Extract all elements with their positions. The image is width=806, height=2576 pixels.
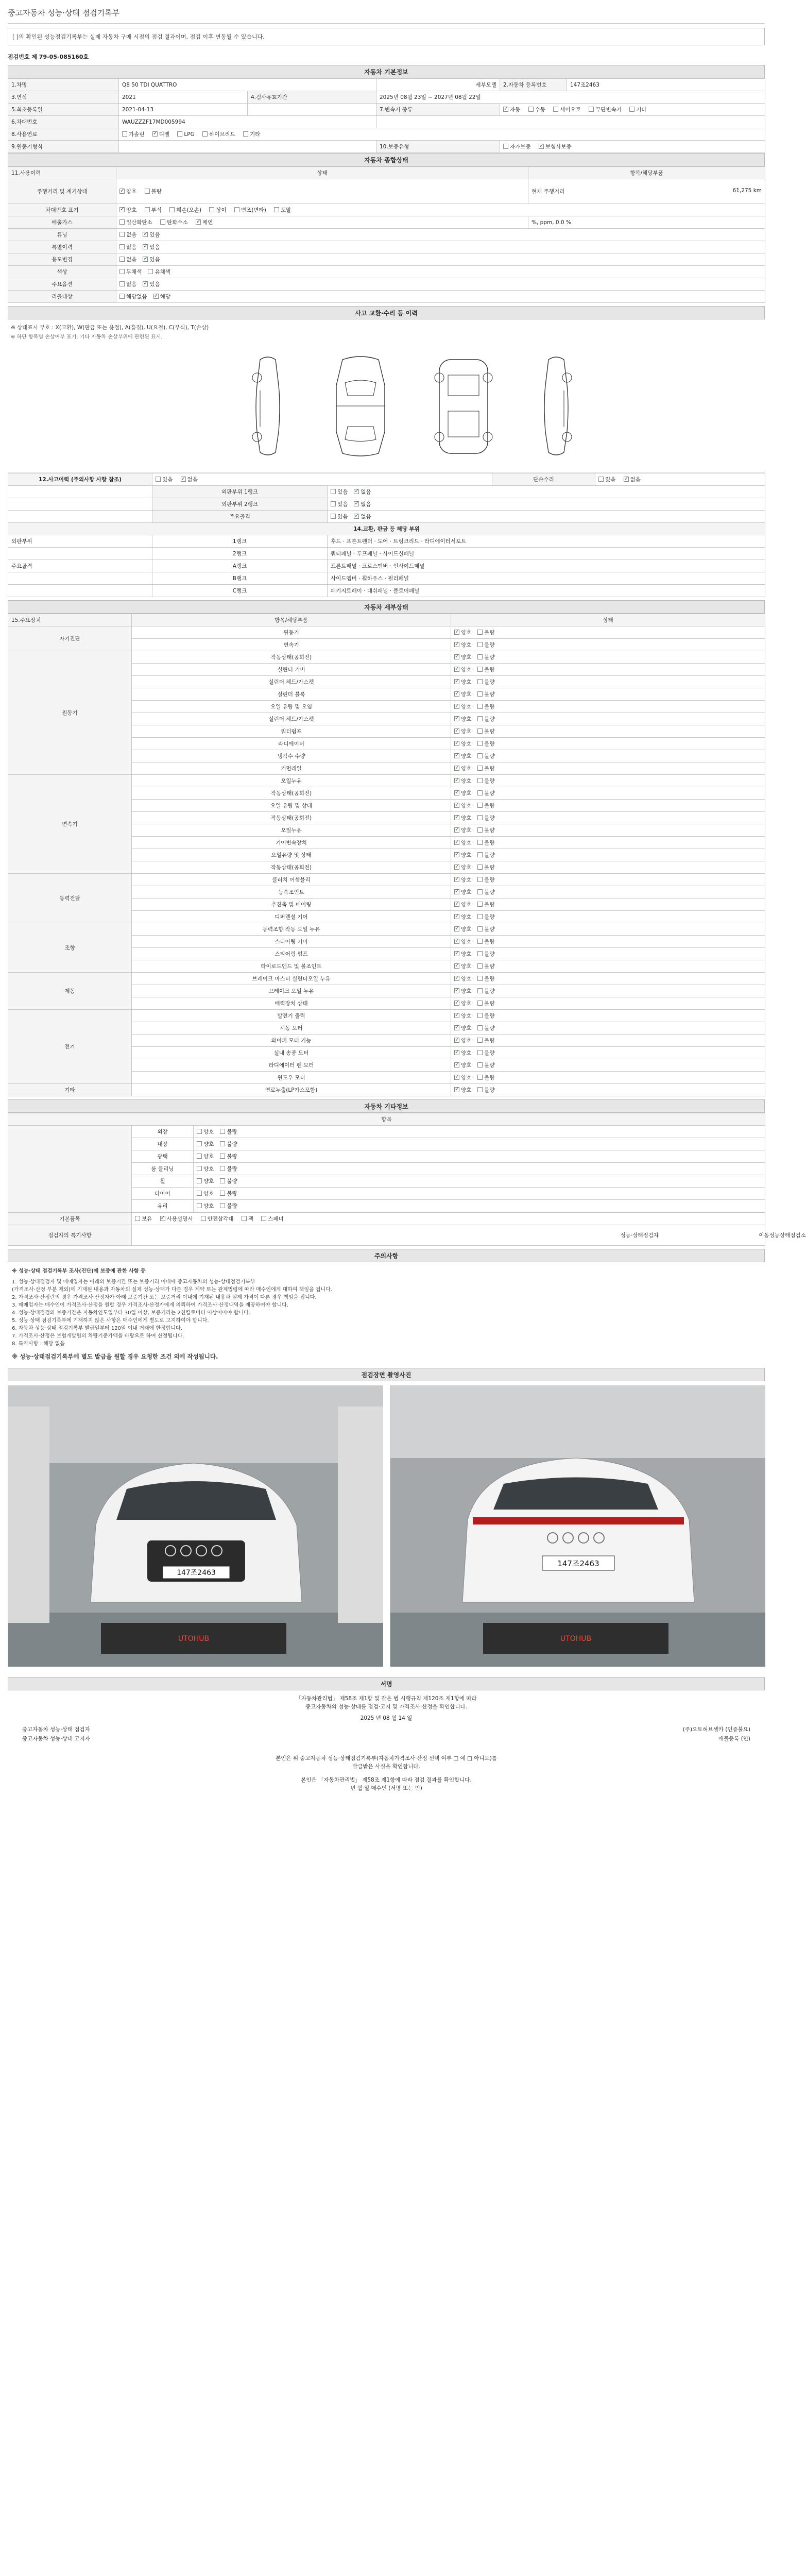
- section-photos-title: 점검장면 촬영사진: [8, 1368, 765, 1381]
- status-bad-checkbox[interactable]: [477, 951, 483, 956]
- status-bad-checkbox[interactable]: [477, 728, 483, 734]
- detail-row: 실린더 헤드/가스켓 ✓ 양호 불량: [8, 676, 765, 688]
- detail-row: 자기진단 원동기 ✓ 양호 불량: [8, 626, 765, 639]
- period-value: 2025년 08월 23일 ~ 2027년 08월 22일: [376, 91, 765, 104]
- fuel-label: 8.사용연료: [8, 128, 119, 141]
- section-detail-title: 자동차 세부상태: [8, 600, 765, 614]
- engine-type-label: 9.원동기형식: [8, 141, 119, 153]
- year-label: 3.연식: [8, 91, 119, 104]
- detail-item-label: 오일 유량 및 상태: [132, 800, 451, 812]
- outer2-yes-checkbox[interactable]: [331, 501, 336, 506]
- warranty-type-label: 10.보증유형: [376, 141, 500, 153]
- parts-title: 14.교환, 판금 등 해당 부위: [8, 523, 765, 535]
- options-no-checkbox[interactable]: [119, 281, 125, 286]
- detail-item-label: 스티어링 펌프: [132, 948, 451, 960]
- status-bad-checkbox[interactable]: [477, 1038, 483, 1043]
- detail-item-label: 작동상태(공회전): [132, 787, 451, 800]
- engine-type-value: [119, 141, 376, 153]
- section-caution-title: 주의사항: [8, 1249, 765, 1262]
- detail-item-label: 와이퍼 모터 기능: [132, 1035, 451, 1047]
- detail-item-label: 추진축 및 베어링: [132, 899, 451, 911]
- detail-row: 워터펌프 ✓ 양호 불량: [8, 725, 765, 738]
- usage-yes-checkbox[interactable]: [143, 257, 148, 262]
- status-bad-checkbox[interactable]: [477, 679, 483, 684]
- status-bad-checkbox[interactable]: [477, 877, 483, 882]
- detail-item-label: 실린더 헤드/가스켓: [132, 713, 451, 725]
- accident-legend-note: ※ 하단 항목별 손상여부 표기. 기타 자동차 손상부위에 관련된 표시.: [11, 334, 163, 340]
- status-bad-checkbox[interactable]: [477, 766, 483, 771]
- status-good-checkbox[interactable]: [454, 815, 459, 820]
- detail-row: 전기 발전기 출력 ✓ 양호 불량: [8, 1010, 765, 1022]
- status-bad-checkbox[interactable]: [477, 642, 483, 647]
- status-good-checkbox[interactable]: [454, 630, 459, 635]
- detail-item-label: 커먼레일: [132, 762, 451, 775]
- other-bad-checkbox[interactable]: [220, 1154, 225, 1159]
- other-item-label: 내장: [132, 1138, 194, 1150]
- trans-other-checkbox[interactable]: [629, 107, 634, 112]
- detail-item-label: 오일 유량 및 오염: [132, 701, 451, 713]
- section-overall-title: 자동차 종합상태: [8, 153, 765, 166]
- first-reg-value: 2021-04-13: [119, 104, 248, 116]
- accident-table: 12.사고이력 (주의사항 사항 참조) 있음 ✓ 없음 단순수리 있음 ✓ 없음 외판부위 1랭크 있음✓ 없음 외판부위 2랭크 있음✓ 없음 주요골격 있음✓ 없음 14.교환, 판금 등 해당 부위 외판부위 1랭크 후드 · 프론트펜더 · 도어 · 트렁크리드 · 라디에이터서포트 2랭크 쿼터패널 · 루프패널 · 사이드실패널 주요골격 A랭크 프론트패널 · 크로스멤버 · 인사이드패널 B랭크 사이드멤버 · 휠하우스 · 필러패널 C랭크 패키지트레이 · 대쉬패널 · 플로어패널: [8, 473, 765, 597]
- other-good-checkbox[interactable]: [197, 1166, 202, 1171]
- other-good-checkbox[interactable]: [197, 1129, 202, 1134]
- accident-legend: ※ 상태표시 부호 : X(교환), W(판금 또는 용접), A(흠집), U(요철), C(부식), T(손상): [11, 325, 209, 331]
- status-good-checkbox[interactable]: [454, 852, 459, 857]
- document-title: 중고자동차 성능·상태 점검기록부: [8, 4, 765, 24]
- status-good-checkbox[interactable]: [454, 679, 459, 684]
- other-good-checkbox[interactable]: [197, 1154, 202, 1159]
- detail-item-label: 실내 송풍 모터: [132, 1047, 451, 1059]
- detail-item-label: 배력장치 상태: [132, 997, 451, 1010]
- regno-value: 147조2463: [567, 79, 765, 91]
- odometer-label: 주행거리 및 계기상태: [8, 179, 116, 204]
- vin-alter-checkbox[interactable]: [234, 207, 239, 212]
- status-bad-checkbox[interactable]: [477, 667, 483, 672]
- detail-item-label: 작동상태(공회전): [132, 861, 451, 874]
- status-good-checkbox[interactable]: [454, 728, 459, 734]
- detail-row: 작동상태(공회전) ✓ 양호 불량: [8, 812, 765, 824]
- svg-text:UTOHUB: UTOHUB: [178, 1635, 210, 1643]
- regno-label: 2.자동차 등록번호: [500, 79, 567, 91]
- basic-owned-checkbox[interactable]: [135, 1216, 140, 1221]
- other-bad-checkbox[interactable]: [220, 1191, 225, 1196]
- detail-row: 변속기 오일누유 ✓ 양호 불량: [8, 775, 765, 787]
- detail-item-label: 변속기: [132, 639, 451, 651]
- rear-plate-text: 147조2463: [557, 1559, 599, 1568]
- status-good-checkbox[interactable]: [454, 926, 459, 931]
- accident-yes-checkbox[interactable]: [156, 477, 161, 482]
- detail-item-label: 디퍼렌셜 기어: [132, 911, 451, 923]
- other-bad-checkbox[interactable]: [220, 1203, 225, 1208]
- other-good-checkbox[interactable]: [197, 1203, 202, 1208]
- detail-group-label: 동력전달: [8, 874, 132, 923]
- car-damage-diagram: [8, 344, 765, 473]
- status-good-checkbox[interactable]: [454, 667, 459, 672]
- fuel-gasoline-checkbox[interactable]: [122, 131, 127, 137]
- color-chromatic-checkbox[interactable]: [148, 269, 153, 274]
- status-bad-checkbox[interactable]: [477, 1013, 483, 1018]
- trans-semi-checkbox[interactable]: [553, 107, 558, 112]
- vin-value: WAUZZZF17MD005994: [119, 116, 376, 128]
- detail-row: 라디에이터 팬 모터 ✓ 양호 불량: [8, 1059, 765, 1072]
- detail-row: 타이로드엔드 및 볼조인트 ✓ 양호 불량: [8, 960, 765, 973]
- status-good-checkbox[interactable]: [454, 1050, 459, 1055]
- detail-item-label: 실린더 커버: [132, 664, 451, 676]
- photos-area: [8, 1385, 765, 1674]
- status-bad-checkbox[interactable]: [477, 778, 483, 783]
- vin-rust-checkbox[interactable]: [145, 207, 150, 212]
- other-item-label: 광택: [132, 1150, 194, 1163]
- notice-box: [ ]의 확인된 성능점검기록부는 실제 자동차 구매 시점의 점검 결과이며, 점검 이후 변동될 수 있습니다.: [8, 28, 765, 45]
- trans-cvt-checkbox[interactable]: [589, 107, 594, 112]
- period-label: 4.검사유효기간: [248, 91, 376, 104]
- detail-row: 제동 브레이크 마스터 실린더오일 누유 ✓ 양호 불량: [8, 973, 765, 985]
- detail-row: 작동상태(공회전) ✓ 양호 불량: [8, 787, 765, 800]
- trans-auto-checkbox[interactable]: [503, 107, 508, 112]
- status-bad-checkbox[interactable]: [477, 654, 483, 659]
- trans-label: 7.변속기 종류: [376, 104, 500, 116]
- status-good-checkbox[interactable]: [454, 1087, 459, 1092]
- status-good-checkbox[interactable]: [454, 951, 459, 956]
- status-good-checkbox[interactable]: [454, 914, 459, 919]
- color-achromatic-checkbox[interactable]: [119, 269, 125, 274]
- rear-photo: [390, 1385, 765, 1666]
- fuel-hybrid-checkbox[interactable]: [202, 131, 208, 137]
- basic-jack-checkbox[interactable]: [242, 1216, 247, 1221]
- status-good-checkbox[interactable]: [454, 988, 459, 993]
- status-bad-checkbox[interactable]: [477, 1050, 483, 1055]
- detail-row: 오일 유량 및 상태 ✓ 양호 불량: [8, 800, 765, 812]
- status-good-checkbox[interactable]: [454, 1001, 459, 1006]
- status-good-checkbox[interactable]: [454, 704, 459, 709]
- other-item-label: 유리: [132, 1200, 194, 1212]
- detail-item-label: 브레이크 마스터 실린더오일 누유: [132, 973, 451, 985]
- section-sign-title: 서명: [8, 1677, 765, 1690]
- status-bad-checkbox[interactable]: [477, 1062, 483, 1067]
- status-bad-checkbox[interactable]: [477, 1001, 483, 1006]
- detail-item-label: 오일유량 및 상태: [132, 849, 451, 861]
- detail-item-label: 클러치 어셈블리: [132, 874, 451, 886]
- status-bad-checkbox[interactable]: [477, 827, 483, 833]
- detail-item-label: 동력조향 작동 오일 누유: [132, 923, 451, 936]
- detail-row: 원동기 작동상태(공회전) ✓ 양호 불량: [8, 651, 765, 664]
- status-good-checkbox[interactable]: [454, 691, 459, 697]
- status-bad-checkbox[interactable]: [477, 865, 483, 870]
- detail-row: 오일 유량 및 오염 ✓ 양호 불량: [8, 701, 765, 713]
- status-bad-checkbox[interactable]: [477, 753, 483, 758]
- detail-row: 기타 연료누출(LP가스포함) ✓ 양호 불량: [8, 1084, 765, 1096]
- other-item-label: 휠: [132, 1175, 194, 1188]
- status-bad-checkbox[interactable]: [477, 1075, 483, 1080]
- status-bad-checkbox[interactable]: [477, 716, 483, 721]
- status-good-checkbox[interactable]: [454, 877, 459, 882]
- status-good-checkbox[interactable]: [454, 889, 459, 894]
- status-bad-checkbox[interactable]: [477, 803, 483, 808]
- fuel-lpg-checkbox[interactable]: [177, 131, 182, 137]
- status-good-checkbox[interactable]: [454, 976, 459, 981]
- other-bad-checkbox[interactable]: [220, 1141, 225, 1146]
- status-bad-checkbox[interactable]: [477, 840, 483, 845]
- detail-row: 등속조인트 ✓ 양호 불량: [8, 886, 765, 899]
- section-accident-title: 사고 교환·수리 등 이력: [8, 306, 765, 319]
- vin-label: 6.차대번호: [8, 116, 119, 128]
- other-good-checkbox[interactable]: [197, 1141, 202, 1146]
- other-item-label: 타이어: [132, 1188, 194, 1200]
- section-basic-info-title: 자동차 기본정보: [8, 65, 765, 78]
- other-info-row: 외장 양호 불량: [8, 1126, 765, 1138]
- car-name-value: Q8 50 TDI QUATTRO: [119, 79, 376, 91]
- detail-item-label: 실린더 헤드/가스켓: [132, 676, 451, 688]
- status-bad-checkbox[interactable]: [477, 852, 483, 857]
- first-reg-label: 5.최초등록일: [8, 104, 119, 116]
- certificate-number: 점검번호 제 79-05-085160호: [8, 54, 89, 60]
- detail-row: 브레이크 오일 누유 ✓ 양호 불량: [8, 985, 765, 997]
- simple-repair-label: 단순수리: [492, 473, 595, 486]
- special-no-checkbox[interactable]: [119, 244, 125, 249]
- detail-row: 기어변속장치 ✓ 양호 불량: [8, 837, 765, 849]
- car-right-side-icon: [533, 354, 579, 457]
- detail-row: 디퍼렌셜 기어 ✓ 양호 불량: [8, 911, 765, 923]
- detail-group-label: 기타: [8, 1084, 132, 1096]
- status-good-checkbox[interactable]: [454, 1075, 459, 1080]
- status-bad-checkbox[interactable]: [477, 691, 483, 697]
- status-good-checkbox[interactable]: [454, 654, 459, 659]
- recall-yes-checkbox[interactable]: [153, 294, 159, 299]
- car-name-label: 1.차명: [8, 79, 119, 91]
- detail-row: 동력전달 클러치 어셈블리 ✓ 양호 불량: [8, 874, 765, 886]
- trans-manual-checkbox[interactable]: [528, 107, 534, 112]
- status-bad-checkbox[interactable]: [477, 741, 483, 746]
- odometer-good-checkbox[interactable]: [119, 189, 125, 194]
- status-good-checkbox[interactable]: [454, 753, 459, 758]
- status-good-checkbox[interactable]: [454, 865, 459, 870]
- status-good-checkbox[interactable]: [454, 1013, 459, 1018]
- other-bad-checkbox[interactable]: [220, 1166, 225, 1171]
- status-bad-checkbox[interactable]: [477, 630, 483, 635]
- vin-paint-checkbox[interactable]: [274, 207, 279, 212]
- status-bad-checkbox[interactable]: [477, 963, 483, 969]
- detail-row: 스티어링 기어 ✓ 양호 불량: [8, 936, 765, 948]
- detail-row: 냉각수 수량 ✓ 양호 불량: [8, 750, 765, 762]
- detail-row: 조향 동력조향 작동 오일 누유 ✓ 양호 불량: [8, 923, 765, 936]
- detail-group-label: 제동: [8, 973, 132, 1010]
- other-bad-checkbox[interactable]: [220, 1178, 225, 1183]
- other-info-row: 광택 양호 불량: [8, 1150, 765, 1163]
- status-bad-checkbox[interactable]: [477, 1025, 483, 1030]
- section-other-title: 자동차 기타정보: [8, 1099, 765, 1113]
- tuning-yes-checkbox[interactable]: [143, 232, 148, 237]
- warranty-self-checkbox[interactable]: [503, 144, 508, 149]
- fuel-other-checkbox[interactable]: [243, 131, 248, 137]
- document: [8, 4, 806, 1797]
- other-info-table: 항목 외장 양호 불량 내장 양호 불량 광택 양호 불량 룸 클리닝 양호 불량 휠 양호 불량 타이어 양호 불량 유리 양호 불량: [8, 1113, 765, 1212]
- other-good-checkbox[interactable]: [197, 1178, 202, 1183]
- status-good-checkbox[interactable]: [454, 939, 459, 944]
- signature-area: 「자동차관리법」 제58조 제1항 및 같은 법 시행규칙 제120조 제1항에 따라 중고자동차의 성능·상태를 점검·고지 및 가격조사·산정을 확인합니다. 2025 년 08 월 14 일 중고자동차 성능·상태 점검자 (주)오토허브셀카 (인증불요) 중고자동차 성능·상태 고지자 매물등록 (인) 본인은 위 중고자동차 성능·상태점검기록부(자동차가격조사·산정 선택 여부 □ 예 □ 아니오)를 발급받은 사실을 확인합니다. 본인은 「자동차관리법」 제58조 제1항에 따라 점검 결과를 확인합니다. 년 월 일 매수인 (서명 또는 인): [8, 1690, 765, 1797]
- outer2-no-checkbox[interactable]: [354, 501, 359, 506]
- caution-notes: ※ 성능·상태 점검기록부 조사(진단)에 보증에 관한 사항 등 1. 성능·상태점검자 및 매매업자는 아래의 보증기간 또는 보증거리 이내에 중고자동차의 성능·상태점검기록부 (가격조사·산정 부분 제외)에 기재된 내용과 자동차의 실제 성능·상태가 다른 경우 계약 또는 관계법령에 따라 매수인에게 대하여 책임을 집니다. 2. 가격조사·산정란의 경우 가격조사·산정자가 아래 보증기간 또는 보증거리 이내에 기재된 내용과 실제 가격이 다른 경우 책임을 집니다. 3. 매매업자는 매수인이 가격조사·산정을 원할 경우 가격조사·산정자에게 의뢰하여 가격조사·산정내역을 제공하여야 합니다. 4. 성능·상태점검의 보증기간은 자동차인도일부터 30일 이상, 보증거리는 2천킬로미터 이상이어야 합니다. 5. 성능·상태 점검기록부에 기재하지 않은 사항은 매수인에게 별도로 고지하여야 합니다. 6. 자동차 성능·상태 점검기록부 발급일부터 120일 이내 거래에 한정합니다. 7. 가격조사·산정은 보험개발원의 차량기준가액을 바탕으로 하여 산정됩니다. 8. 특약사항 : 해당 없음 ※ 성능·상태점검기록부에 별도 발급을 원할 경우 요청한 조건 외에 작성됩니다.: [12, 1268, 332, 1360]
- vin-good-checkbox[interactable]: [119, 207, 125, 212]
- tuning-no-checkbox[interactable]: [119, 232, 125, 237]
- other-info-row: 휠 양호 불량: [8, 1175, 765, 1188]
- detail-item-label: 원동기: [132, 626, 451, 639]
- detail-item-label: 타이로드엔드 및 볼조인트: [132, 960, 451, 973]
- status-bad-checkbox[interactable]: [477, 790, 483, 795]
- status-good-checkbox[interactable]: [454, 642, 459, 647]
- status-bad-checkbox[interactable]: [477, 902, 483, 907]
- status-good-checkbox[interactable]: [454, 803, 459, 808]
- mileage-value: 61,275 km: [732, 188, 762, 194]
- detail-row: 윈도우 모터 ✓ 양호 불량: [8, 1072, 765, 1084]
- repair-yes-checkbox[interactable]: [598, 477, 604, 482]
- detail-row: 오일유량 및 상태 ✓ 양호 불량: [8, 849, 765, 861]
- detail-row: 스티어링 펌프 ✓ 양호 불량: [8, 948, 765, 960]
- front-plate-text: 147조2463: [177, 1569, 216, 1577]
- year-value: 2021: [119, 91, 248, 104]
- status-good-checkbox[interactable]: [454, 741, 459, 746]
- detail-item-label: 발전기 출력: [132, 1010, 451, 1022]
- status-bad-checkbox[interactable]: [477, 939, 483, 944]
- svg-text:UTOHUB: UTOHUB: [560, 1635, 592, 1643]
- repair-no-checkbox[interactable]: [624, 477, 629, 482]
- detail-group-label: 변속기: [8, 775, 132, 874]
- detail-item-label: 라디에이터 팬 모터: [132, 1059, 451, 1072]
- detail-item-label: 오일누유: [132, 775, 451, 787]
- status-good-checkbox[interactable]: [454, 827, 459, 833]
- buyer-signature-line: 년 월 일 매수인 (서명 또는 인): [350, 1785, 422, 1791]
- detail-row: 실린더 블록 ✓ 양호 불량: [8, 688, 765, 701]
- vin-damage-checkbox[interactable]: [169, 207, 175, 212]
- detail-item-label: 실린더 블록: [132, 688, 451, 701]
- detail-item-label: 라디에이터: [132, 738, 451, 750]
- detail-item-label: 워터펌프: [132, 725, 451, 738]
- accident-history-label: 12.사고이력 (주의사항 사항 참조): [8, 473, 152, 486]
- detail-group-label: 원동기: [8, 651, 132, 775]
- status-bad-checkbox[interactable]: [477, 926, 483, 931]
- status-good-checkbox[interactable]: [454, 902, 459, 907]
- detail-group-label: 조향: [8, 923, 132, 973]
- status-good-checkbox[interactable]: [454, 1025, 459, 1030]
- detail-item-label: 등속조인트: [132, 886, 451, 899]
- detail-group-label: 전기: [8, 1010, 132, 1084]
- status-bad-checkbox[interactable]: [477, 815, 483, 820]
- vin-diff-checkbox[interactable]: [209, 207, 214, 212]
- other-good-checkbox[interactable]: [197, 1191, 202, 1196]
- car-top-view-icon: [322, 354, 399, 457]
- emission-co-checkbox[interactable]: [119, 219, 125, 225]
- frame-yes-checkbox[interactable]: [331, 514, 336, 519]
- detail-row: 배력장치 상태 ✓ 양호 불량: [8, 997, 765, 1010]
- detail-item-label: 시동 모터: [132, 1022, 451, 1035]
- detail-row: 라디에이터 ✓ 양호 불량: [8, 738, 765, 750]
- status-good-checkbox[interactable]: [454, 1038, 459, 1043]
- detail-item-label: 작동상태(공회전): [132, 812, 451, 824]
- emission-smoke-checkbox[interactable]: [196, 219, 201, 225]
- other-item-label: 외장: [132, 1126, 194, 1138]
- detail-row: 작동상태(공회전) ✓ 양호 불량: [8, 861, 765, 874]
- detail-row: 실린더 헤드/가스켓 ✓ 양호 불량: [8, 713, 765, 725]
- status-bad-checkbox[interactable]: [477, 704, 483, 709]
- special-yes-checkbox[interactable]: [143, 244, 148, 249]
- outer1-yes-checkbox[interactable]: [331, 489, 336, 494]
- detail-status-table: 15.주요장치 항목/해당부품 상태 자기진단 원동기 ✓ 양호 불량 변속기 ✓ 양호 불량 원동기 작동상태(공회전) ✓ 양호 불량 실린더 커버 ✓ 양호 불량 실린더 헤드/가스켓 ✓ 양호 불량 실린더 블록 ✓ 양호 불량 오일 유량 및 오염 ✓ 양호 불량 실린더 헤드/가스켓 ✓ 양호 불량 워터펌프 ✓ 양호 불량 라디에이터 ✓ 양호 불량 냉각수 수량 ✓ 양호 불량 커먼레일 ✓ 양호 불량 변속기 오일누유 ✓ 양호 불량 작동상태(공회전) ✓ 양호 불량 오일 유량 및 상태 ✓ 양호 불량 작동상태(공회전) ✓ 양호 불량 오일누유 ✓ 양호 불량 기어변속장치 ✓ 양호 불량 오일유량 및 상태 ✓ 양호 불량 작동상태(공회전) ✓ 양호 불량 동력전달 클러치 어셈블리 ✓ 양호 불량 등속조인트 ✓ 양호 불량 추진축 및 베어링 ✓ 양호 불량 디퍼렌셜 기어 ✓ 양호 불량 조향 동력조향 작동 오일 누유 ✓ 양호 불량 스티어링 기어 ✓ 양호 불량 스티어링 펌프 ✓ 양호 불량 타이로드엔드 및 볼조인트 ✓ 양호 불량 제동 브레이크 마스터 실린더오일 누유 ✓ 양호 불량 브레이크 오일 누유 ✓ 양호 불량 배력장치 상태 ✓ 양호 불량 전기 발전기 출력 ✓ 양호 불량 시동 모터 ✓ 양호 불량 와이퍼 모터 기능 ✓ 양호 불량 실내 송풍 모터 ✓ 양호 불량 라디에이터 팬 모터 ✓ 양호 불량 윈도우 모터 ✓ 양호 불량 기타 연료누출(LP가스포함) ✓ 양호 불량: [8, 614, 765, 1096]
- detail-row: 실린더 커버 ✓ 양호 불량: [8, 664, 765, 676]
- status-bad-checkbox[interactable]: [477, 889, 483, 894]
- warranty-insurer-checkbox[interactable]: [539, 144, 544, 149]
- status-good-checkbox[interactable]: [454, 840, 459, 845]
- status-good-checkbox[interactable]: [454, 1062, 459, 1067]
- status-good-checkbox[interactable]: [454, 716, 459, 721]
- options-yes-checkbox[interactable]: [143, 281, 148, 286]
- other-item-label: 룸 클리닝: [132, 1163, 194, 1175]
- odometer-bad-checkbox[interactable]: [145, 189, 150, 194]
- outer1-no-checkbox[interactable]: [354, 489, 359, 494]
- other-info-row: 타이어 양호 불량: [8, 1188, 765, 1200]
- accident-no-checkbox[interactable]: [181, 477, 186, 482]
- detail-row: 추진축 및 베어링 ✓ 양호 불량: [8, 899, 765, 911]
- usage-no-checkbox[interactable]: [119, 257, 125, 262]
- detail-item-label: 냉각수 수량: [132, 750, 451, 762]
- status-bad-checkbox[interactable]: [477, 976, 483, 981]
- other-info-footer: 기본품목 보유 ✓ 사용설명서 안전삼각대 잭 스패너 점검자의 특기사항 성능·상태점검자 이동성능상태점검소: [8, 1212, 765, 1246]
- detail-item-label: 스티어링 기어: [132, 936, 451, 948]
- detail-row: 시동 모터 ✓ 양호 불량: [8, 1022, 765, 1035]
- other-info-row: 내장 양호 불량: [8, 1138, 765, 1150]
- detail-item-label: 윈도우 모터: [132, 1072, 451, 1084]
- basic-manual-checkbox[interactable]: [160, 1216, 165, 1221]
- detail-item-label: 브레이크 오일 누유: [132, 985, 451, 997]
- detail-row: 실내 송풍 모터 ✓ 양호 불량: [8, 1047, 765, 1059]
- status-good-checkbox[interactable]: [454, 963, 459, 969]
- basic-triangle-checkbox[interactable]: [201, 1216, 206, 1221]
- basic-info-table: 1.차명 Q8 50 TDI QUATTRO 세부모델 2.자동차 등록번호 147조2463 3.연식 2021 4.검사유효기간 2025년 08월 23일 ~ 2027년 08월 22일 5.최초등록일 2021-04-13 7.변속기 종류 ✓ 자동 수동 세미오토 무단변속기 기타 6.차대번호 WAUZZZF17MD005994 8.사용연료 가솔린 ✓ 디젤 LPG 하이브리드 기타 9.원동기형식 10.보증유형 자가보증 ✓ 보험사보증: [8, 78, 765, 153]
- status-good-checkbox[interactable]: [454, 766, 459, 771]
- front-photo: [8, 1385, 383, 1666]
- detail-item-label: 연료누출(LP가스포함): [132, 1084, 451, 1096]
- car-left-side-icon: [245, 354, 291, 457]
- detail-row: 와이퍼 모터 기능 ✓ 양호 불량: [8, 1035, 765, 1047]
- sign-date: 2025 년 08 월 14 일: [360, 1715, 413, 1721]
- status-bad-checkbox[interactable]: [477, 914, 483, 919]
- detail-item-label: 기어변속장치: [132, 837, 451, 849]
- frame-no-checkbox[interactable]: [354, 514, 359, 519]
- detail-row: 변속기 ✓ 양호 불량: [8, 639, 765, 651]
- detail-item-label: 오일누유: [132, 824, 451, 837]
- detail-row: 커먼레일 ✓ 양호 불량: [8, 762, 765, 775]
- status-bad-checkbox[interactable]: [477, 988, 483, 993]
- status-good-checkbox[interactable]: [454, 790, 459, 795]
- status-good-checkbox[interactable]: [454, 778, 459, 783]
- detail-item-label: 작동상태(공회전): [132, 651, 451, 664]
- overall-status-table: 11.사용이력 상태 항목/해당부품 주행거리 및 계기상태 ✓ 양호 불량 현재 주행거리 61,275 km 차대번호 표기 ✓ 양호 부식 훼손(오손) 상이 변조(변타) 도말 배출가스 일산화탄소 탄화수소 ✓ 매연 %, ppm, 0.0 % 튜닝 없음✓ 있음 특별이력 없음✓ 있음 용도변경 없음✓ 있음 색상 무채색 유채색 주요옵션 없음✓ 있음 리콜대상 해당없음✓ 해당: [8, 166, 765, 303]
- other-bad-checkbox[interactable]: [220, 1129, 225, 1134]
- basic-spanner-checkbox[interactable]: [261, 1216, 266, 1221]
- fuel-diesel-checkbox[interactable]: [152, 131, 158, 137]
- car-bottom-view-icon: [425, 354, 502, 457]
- detail-row: 오일누유 ✓ 양호 불량: [8, 824, 765, 837]
- detail-group-label: 자기진단: [8, 626, 132, 651]
- status-bad-checkbox[interactable]: [477, 1087, 483, 1092]
- recall-na-checkbox[interactable]: [119, 294, 125, 299]
- emission-hc-checkbox[interactable]: [160, 219, 165, 225]
- other-info-row: 유리 양호 불량: [8, 1200, 765, 1212]
- other-info-row: 룸 클리닝 양호 불량: [8, 1163, 765, 1175]
